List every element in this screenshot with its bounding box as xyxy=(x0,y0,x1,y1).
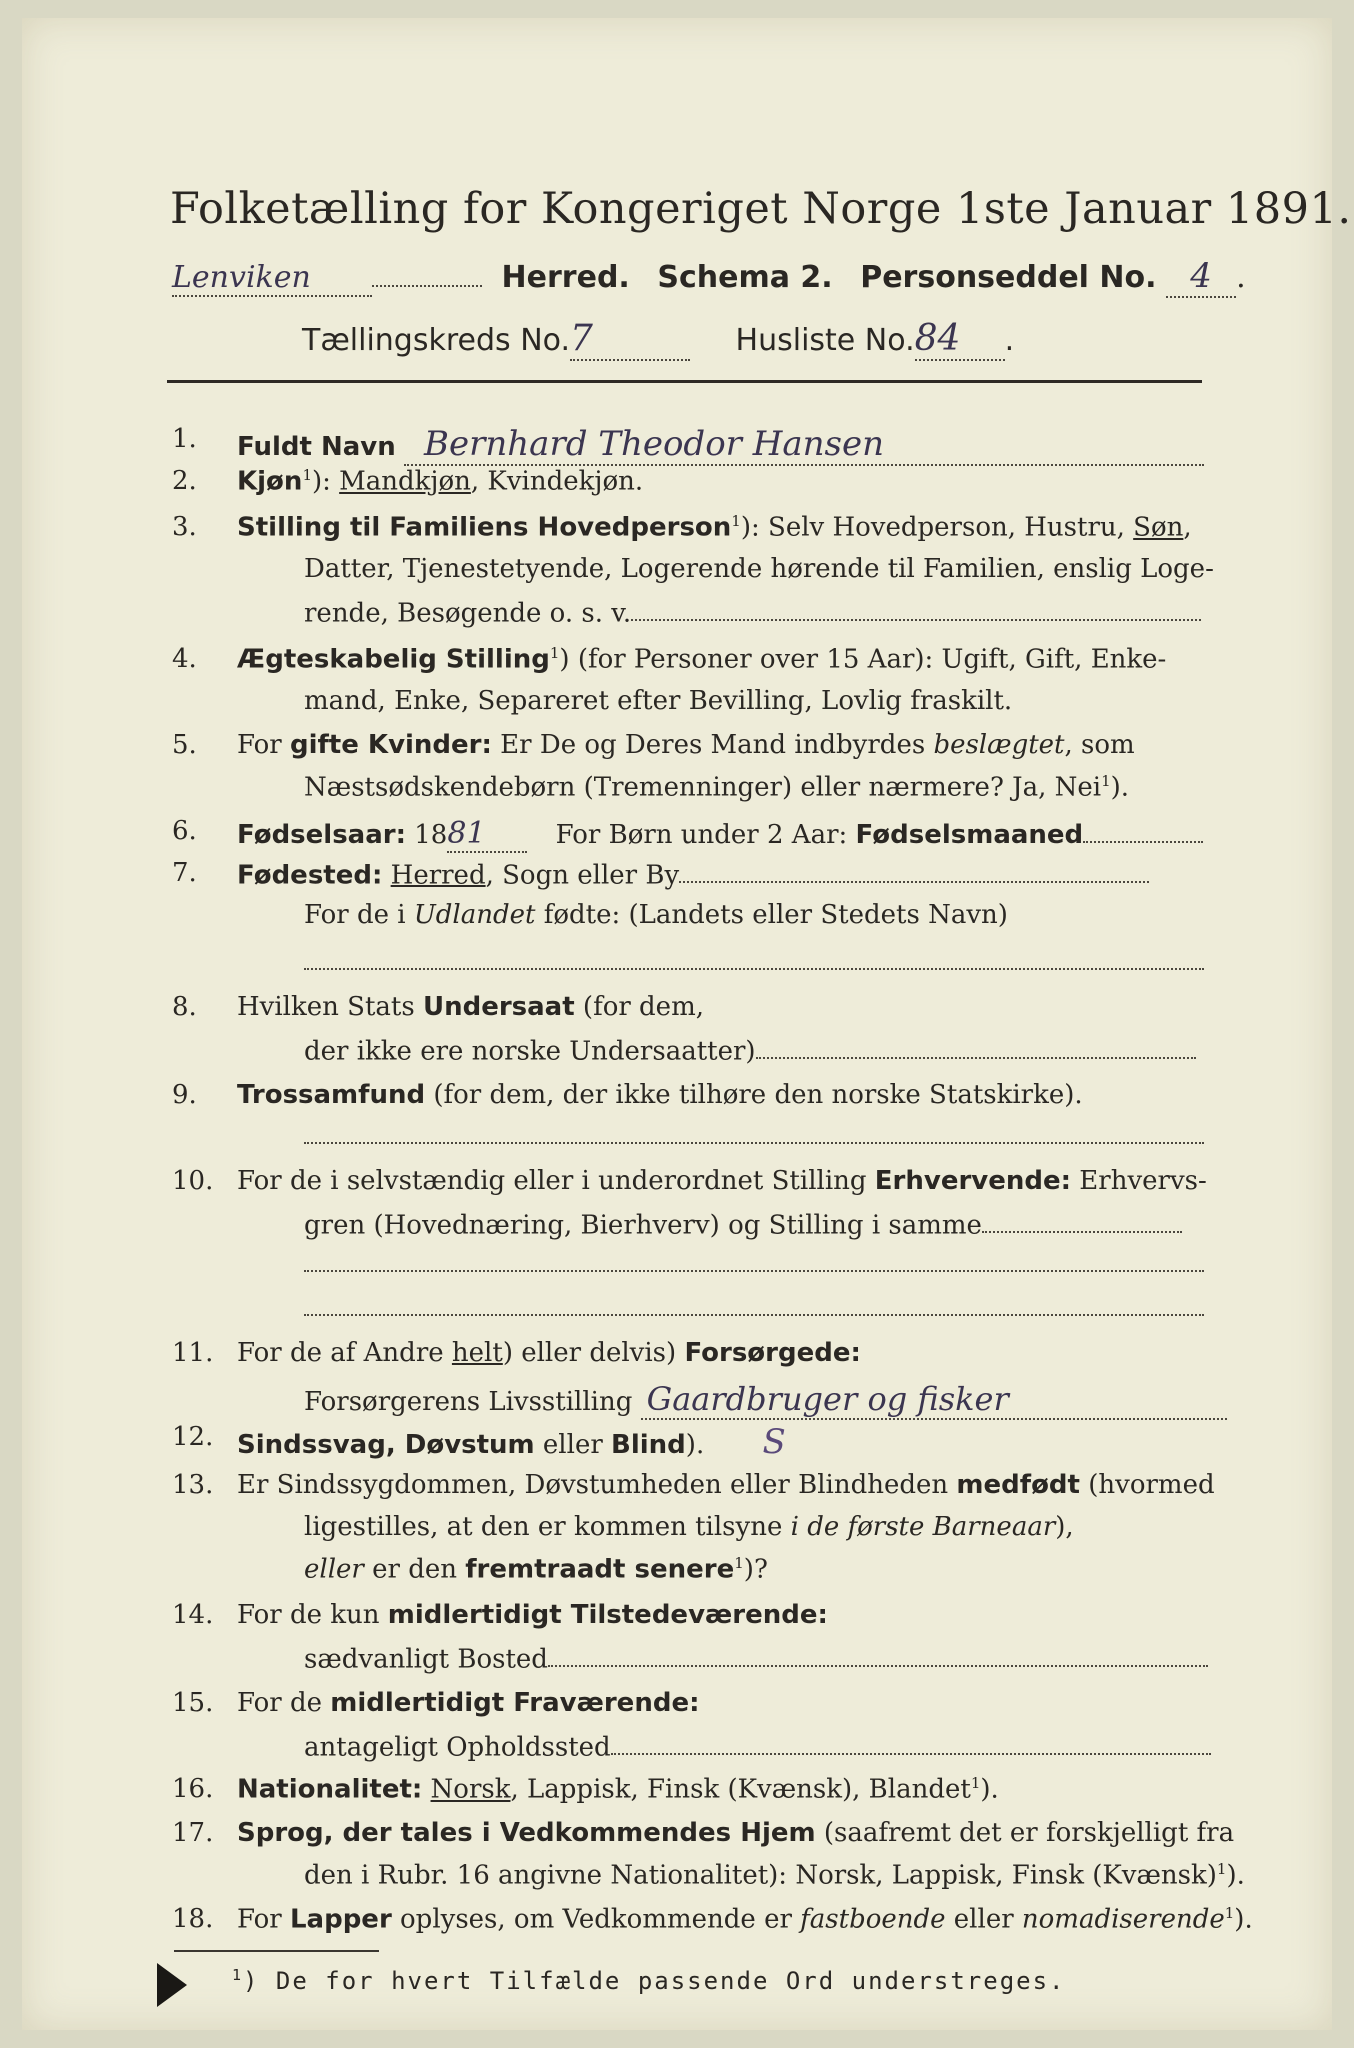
item-number: 12. xyxy=(172,1422,214,1452)
item-text: , Kvindekjøn. xyxy=(470,466,644,497)
herred-label: Herred. xyxy=(501,260,630,295)
selected-option: Norsk xyxy=(430,1774,511,1805)
item-number: 18. xyxy=(172,1904,214,1934)
item-number: 8. xyxy=(172,992,197,1022)
footnote-mark: 1 xyxy=(1224,1904,1235,1922)
kreds-line: Tællingskreds No.7 Husliste No.84 . xyxy=(302,318,1015,359)
item-label: Erhvervende: xyxy=(874,1166,1072,1196)
herred-value: Lenviken xyxy=(172,260,372,297)
form-title: Folketælling for Kongeriget Norge 1ste Januar 1891. xyxy=(170,184,1352,234)
item-italic: fastboende xyxy=(800,1904,946,1935)
item-number: 14. xyxy=(172,1600,214,1630)
item-text: eller xyxy=(534,1430,612,1460)
item-text: (for dem, der ikke tilhøre den norske Statskirke). xyxy=(425,1080,1083,1110)
item-text: , xyxy=(1183,512,1192,543)
item-label: Sprog, der tales i Vedkommendes Hjem xyxy=(237,1818,816,1848)
taellingskreds-value: 7 xyxy=(570,318,690,361)
item-label: Kjøn xyxy=(237,466,303,497)
item-text: For Børn under 2 Aar: xyxy=(555,820,856,850)
item-number: 6. xyxy=(172,816,197,846)
item-label: medfødt xyxy=(956,1470,1080,1500)
footnote-text: ) De for hvert Tilfælde passende Ord understreges. xyxy=(243,1967,1066,1995)
footnote-mark: 1 xyxy=(232,1966,244,1984)
item-text: (hvormed xyxy=(1079,1470,1215,1500)
corner-mark-icon xyxy=(157,1963,187,2007)
item-text: (saafremt det er forskjelligt fra xyxy=(815,1818,1235,1848)
header-rule xyxy=(167,380,1202,383)
selected-option: Herred xyxy=(390,860,486,891)
item-label: Undersaat xyxy=(422,992,575,1022)
item-text: For de i selvstændig eller i underordnet Stilling xyxy=(237,1166,875,1196)
item-text: ) (for Personer over 15 Aar): Ugift, Gift, Enke- xyxy=(559,644,1167,675)
item-label: Stilling til Familiens Hovedperson xyxy=(237,512,732,543)
item-label: Fødselsaar: xyxy=(237,820,406,850)
item-number: 7. xyxy=(172,858,197,888)
item-label: midlertidigt Fraværende: xyxy=(330,1688,700,1718)
item-italic: Udlandet xyxy=(413,900,536,930)
item-number: 5. xyxy=(172,730,197,760)
selected-option: helt xyxy=(451,1338,503,1368)
item-text: Datter, Tjenestetyende, Logerende hørende til Familien, enslig Loge- xyxy=(304,554,1214,584)
blank-line xyxy=(304,968,1204,970)
blank-line xyxy=(304,1270,1204,1272)
full-name-value: Bernhard Theodor Hansen xyxy=(404,424,1204,466)
item-label: Trossamfund xyxy=(237,1080,426,1110)
footnote-mark: 1 xyxy=(731,512,741,530)
item-text: ligestilles, at den er kommen tilsyne xyxy=(304,1512,791,1542)
item-text: For xyxy=(237,1904,290,1935)
personseddel-value: 4 xyxy=(1166,256,1236,298)
item-label: Fuldt Navn xyxy=(237,432,396,462)
item-text: Er Sindssygdommen, Døvstumheden eller Blindheden xyxy=(237,1470,957,1500)
handwritten-mark: S xyxy=(762,1422,786,1462)
item-italic: i de første Barneaar xyxy=(790,1512,1056,1542)
item-label: fremtraadt senere xyxy=(465,1554,735,1585)
item-number: 9. xyxy=(172,1080,197,1110)
item-text: er den xyxy=(363,1554,466,1585)
blank-line xyxy=(304,1142,1204,1144)
item-label: Ægteskabelig Stilling xyxy=(237,644,550,675)
selected-option: Søn xyxy=(1133,512,1184,543)
item-text: Hvilken Stats xyxy=(237,992,423,1022)
item-number: 15. xyxy=(172,1688,214,1718)
husliste-label: Husliste No. xyxy=(735,323,915,358)
item-text: ), xyxy=(1055,1512,1074,1542)
schema-label: Schema 2. xyxy=(657,260,833,295)
item-text: (for dem, xyxy=(574,992,704,1022)
item-number: 4. xyxy=(172,644,197,674)
item-number: 11. xyxy=(172,1338,214,1368)
item-number: 16. xyxy=(172,1774,214,1804)
item-label: Fødested: xyxy=(237,860,383,891)
item-text: fødte: (Landets eller Stedets Navn) xyxy=(535,900,1008,930)
item-text: eller xyxy=(945,1904,1022,1935)
item-text: sædvanligt Bosted xyxy=(304,1644,548,1675)
item-text: rende, Besøgende o. s. v. xyxy=(304,598,632,629)
item-label: Blind xyxy=(611,1430,686,1460)
item-text: ) xyxy=(666,1338,685,1368)
blank-line xyxy=(304,1314,1204,1316)
item-label: Forsørgede: xyxy=(684,1338,861,1368)
item-text: antageligt Opholdssted xyxy=(304,1732,611,1763)
item-italic: beslægtet xyxy=(933,730,1065,760)
item-text: For de xyxy=(237,1688,331,1718)
husliste-value: 84 xyxy=(915,318,1005,361)
herred-line: Lenviken Herred. Schema 2. Personseddel No. 4 . xyxy=(172,256,1246,296)
item-text: 18 xyxy=(406,820,448,850)
item-italic: eller xyxy=(304,1554,364,1585)
item-text: den i Rubr. 16 angivne Nationalitet): Norsk, Lappisk, Finsk (Kvænsk) xyxy=(304,1860,1217,1891)
item-text: Er De og Deres Mand indbyrdes xyxy=(491,730,934,760)
item-label: Nationalitet: xyxy=(237,1774,423,1805)
item-text: ) eller delvis xyxy=(502,1338,667,1368)
item-text: oplyses, om Vedkommende er xyxy=(391,1904,801,1935)
item-label: Fødselsmaaned xyxy=(855,820,1084,850)
census-form-page: Folketælling for Kongeriget Norge 1ste Januar 1891. Lenviken Herred. Schema 2. Personseddel No. 4 . Tællingskreds No.7 Husliste No.84 . 1. Fuldt Navn Bernhard Theodor Hansen 2. Kjøn$^1$): Mandkjøn, Kvindekjøn. 3. Stilling til Familiens Hovedperson$^1$): Selv Hovedperson, Hustru, Søn, Datter, Tjenestetyende, Logerende hørende til Familien, enslig Loge- rende, Besøgende o. s. v. 4. Ægteskabelig Stilling$^1$) (for Personer over 15 Aar): Ugift, Gift, Enke- mand, Enke, Separeret efter Bevilling, Lovlig fraskilt. 5. For gifte Kvinder: Er De og Deres Mand indbyrdes beslægtet, som Næstsødskendebørn (Tremenninger) eller nærmere? Ja, Nei$^1$). 6. Fødselsaar: 1881 For Børn under 2 Aar: Fødselsmaaned 7. Fødested: Herred, Sogn eller By For de i Udlandet fødte: (Landets eller Stedets Navn) 8. Hvilken Stats Undersaat (for dem, der ikke ere norske Undersaatter) 9. Trossamfund (for dem, der ikke tilhøre den norske Statskirke). 10. For de i selvstændig eller i underordnet Stilling Erhvervende: Erhvervs- gren (Hovednæring, Bierhverv) og Stilling i samme 11. For de af Andre helt) eller delvis) Forsørgede: Forsørgerens Livsstilling Gaardbruger og fisker 12. Sindssvag, Døvstum eller Blind). S 13. Er Sindssygdommen, Døvstumheden eller Blindheden medfødt (hvormed ligestilles, at den er kommen tilsyne i de første Barneaar), eller er den fremtraadt senere$^1$)? 14. For de kun midlertidigt Tilstedeværende: sædvanligt Bosted 15. For de midlertidigt Fraværende: antageligt Opholdssted 16. Nationalitet: Norsk, Lappisk, Finsk (Kvænsk), Blandet$^1$). 17. Sprog, der tales i Vedkommendes Hjem (saafremt det er forskjelligt fra den i Rubr. 16 angivne Nationalitet): Norsk, Lappisk, Finsk (Kvænsk)$^1$). 18. For Lapper oplyses, om Vedkommende er fastboende eller nomadiserende$^1$). $^1$) De for hvert Tilfælde passende Ord understreges. xyxy=(22,18,1332,2030)
footnote-mark: 1 xyxy=(549,644,560,662)
item-text: , Sogn eller By xyxy=(485,860,680,891)
footnote-mark: 1 xyxy=(734,1554,744,1572)
item-label: Sindssvag, Døvstum xyxy=(237,1430,535,1460)
footnote-mark: 1 xyxy=(302,466,312,484)
item-text: mand, Enke, Separeret efter Bevilling, Lovlig fraskilt. xyxy=(304,686,1013,716)
item-text: ): Selv Hovedperson, Hustru, xyxy=(740,512,1134,543)
item-text: Forsørgerens Livsstilling xyxy=(304,1387,633,1417)
item-number: 2. xyxy=(172,466,197,496)
item-text: )? xyxy=(743,1554,768,1585)
item-number: 13. xyxy=(172,1470,214,1500)
item-text: der ikke ere norske Undersaatter) xyxy=(304,1036,756,1067)
item-text: , som xyxy=(1064,730,1135,760)
birth-year-value: 81 xyxy=(447,816,527,853)
item-text: For xyxy=(237,730,290,760)
footnote-rule xyxy=(174,1950,379,1952)
item-number: 10. xyxy=(172,1166,214,1196)
item-number: 17. xyxy=(172,1818,214,1848)
item-label: midlertidigt Tilstedeværende: xyxy=(387,1600,828,1630)
personseddel-label: Personseddel No. xyxy=(860,260,1157,295)
provider-occupation-value: Gaardbruger og fisker xyxy=(641,1380,1227,1420)
item-label: Lapper xyxy=(289,1904,392,1935)
footnote-mark: 1 xyxy=(1216,1860,1227,1878)
item-text: For de kun xyxy=(237,1600,388,1630)
item-text: For de i xyxy=(304,900,414,930)
item-text: , Lappisk, Finsk (Kvænsk), Blandet xyxy=(510,1774,971,1805)
item-number: 3. xyxy=(172,512,197,542)
footnote-mark: 1 xyxy=(970,1774,981,1792)
item-text: For de af Andre xyxy=(237,1338,452,1368)
item-italic: nomadiserende xyxy=(1021,1904,1225,1935)
item-text: Erhvervs- xyxy=(1071,1166,1207,1196)
taellingskreds-label: Tællingskreds No. xyxy=(302,323,570,358)
item-label: gifte Kvinder: xyxy=(289,730,492,760)
item-number: 1. xyxy=(172,424,197,454)
selected-option: Mandkjøn xyxy=(339,466,471,497)
item-text: gren (Hovednæring, Bierhverv) og Stilling i samme xyxy=(304,1210,982,1241)
footnote-mark: 1 xyxy=(1101,772,1111,790)
item-text: Næstsødskendebørn (Tremenninger) eller nærmere? Ja, Nei xyxy=(304,772,1102,803)
footnote xyxy=(232,1966,1066,1995)
item-text: ). xyxy=(685,1430,705,1460)
